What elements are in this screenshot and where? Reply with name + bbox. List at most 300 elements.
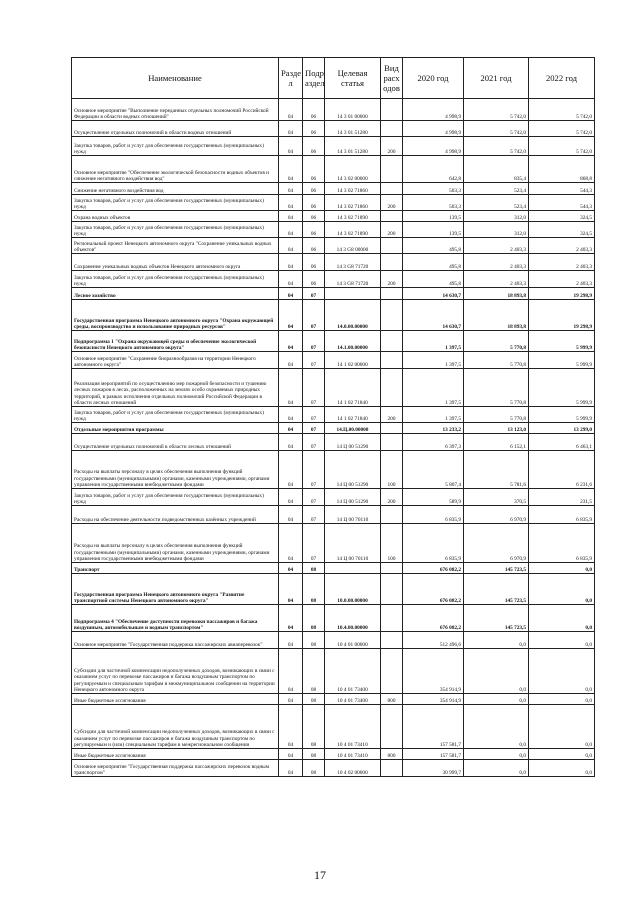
cell-name: Основное мероприятие "Сохранение биоразнообразия на территории Ненецкого автономного округа" xyxy=(72,352,279,369)
cell-statya: 10 4 01 73400 xyxy=(325,694,381,705)
table-row xyxy=(72,760,595,777)
cell-name: Расходы на обеспечение деятельности подведомственных казённых учреждений xyxy=(72,506,279,524)
cell-2021: 2 403,3 xyxy=(464,271,529,288)
cell-name: Иные бюджетные ассигнования xyxy=(72,694,279,705)
cell-2021: 18 893,8 xyxy=(464,300,529,331)
cell-podrazdel: 06 xyxy=(303,222,325,238)
cell-statya: 10 4 02 00000 xyxy=(325,760,381,777)
header-name: Наименование xyxy=(72,58,279,99)
cell-name: Закупка товаров, работ и услуг для обеспечения государственных (муниципальных) нужд xyxy=(72,489,279,506)
cell-razdel: 04 xyxy=(279,574,303,605)
cell-podrazdel: 07 xyxy=(303,369,325,407)
cell-2021: 6 152,1 xyxy=(464,434,529,451)
cell-name: Снижение негативного воздействия вод xyxy=(72,183,279,195)
cell-statya: 14 3 G8 71720 xyxy=(325,254,381,271)
cell-2021: 18 893,8 xyxy=(464,288,529,300)
cell-2021: 145 723,5 xyxy=(464,574,529,605)
cell-podrazdel: 06 xyxy=(303,137,325,156)
cell-vid xyxy=(381,254,403,271)
cell-2020: 13 233,2 xyxy=(403,423,464,434)
cell-2022: 5 999,9 xyxy=(529,331,595,352)
cell-razdel: 04 xyxy=(279,407,303,423)
cell-2022: 6 231,6 xyxy=(529,451,595,489)
cell-statya: 14 Ц 00 51290 xyxy=(325,489,381,506)
cell-statya: 14 3 01 00000 xyxy=(325,99,381,121)
cell-2022: 0,0 xyxy=(529,563,595,574)
cell-2020: 354 914,9 xyxy=(403,649,464,694)
cell-name: Закупка товаров, работ и услуг для обеспечения государственных (муниципальных) нужд xyxy=(72,222,279,238)
cell-name: Реализация мероприятий по осуществлению мер пожарной безопасности и тушению лесных пожаров в лесах, расположенных на землях особо охраняемых природных территорий, в рамках исполнения отдельных полномочий Российской Федерации в области лесных отношений xyxy=(72,369,279,407)
cell-name: Транспорт xyxy=(72,563,279,574)
cell-razdel: 04 xyxy=(279,423,303,434)
cell-razdel: 04 xyxy=(279,632,303,649)
cell-2021: 5 770,8 xyxy=(464,352,529,369)
cell-2021: 145 723,5 xyxy=(464,563,529,574)
cell-vid xyxy=(381,183,403,195)
cell-statya: 14 Ц 00 51290 xyxy=(325,451,381,489)
cell-2020: 642,8 xyxy=(403,156,464,183)
cell-name: Государственная программа Ненецкого автономного округа "Развитие транспортной системы Ненецкого автономного округа" xyxy=(72,574,279,605)
cell-2021: 145 723,5 xyxy=(464,605,529,632)
cell-2021: 0,0 xyxy=(464,649,529,694)
cell-2021: 5 770,8 xyxy=(464,369,529,407)
cell-2022: 13 299,0 xyxy=(529,423,595,434)
cell-2022: 2 403,3 xyxy=(529,238,595,254)
cell-2020: 1 397,5 xyxy=(403,369,464,407)
cell-2020: 14 630,7 xyxy=(403,288,464,300)
cell-2022: 2 403,3 xyxy=(529,271,595,288)
table-row xyxy=(72,137,595,156)
cell-vid: 200 xyxy=(381,271,403,288)
cell-2022: 0,0 xyxy=(529,694,595,705)
cell-statya: 14.1.00.00000 xyxy=(325,331,381,352)
table-row xyxy=(72,99,595,121)
cell-2022: 868,8 xyxy=(529,156,595,183)
cell-statya: 14 3 01 51280 xyxy=(325,121,381,137)
cell-statya: 14.0.00.00000 xyxy=(325,300,381,331)
cell-podrazdel: 07 xyxy=(303,451,325,489)
cell-2022: 544,3 xyxy=(529,183,595,195)
cell-2022: 6 835,9 xyxy=(529,524,595,563)
cell-2020: 14 630,7 xyxy=(403,300,464,331)
cell-2022: 0,0 xyxy=(529,632,595,649)
cell-2022: 5 742,0 xyxy=(529,121,595,137)
table-row xyxy=(72,649,595,694)
table-row xyxy=(72,605,595,632)
table-header-row xyxy=(72,58,595,99)
cell-name: Основное мероприятие "Государственная поддержка пассажирских перевозок водным транспортом" xyxy=(72,760,279,777)
cell-name: Осуществление отдельных полномочий в области водных отношений xyxy=(72,121,279,137)
cell-statya: 10 4 01 73400 xyxy=(325,649,381,694)
cell-2020: 157 581,7 xyxy=(403,705,464,749)
cell-vid xyxy=(381,99,403,121)
cell-2021: 5 742,0 xyxy=(464,137,529,156)
table-row xyxy=(72,222,595,238)
cell-2022: 19 298,9 xyxy=(529,288,595,300)
cell-2021: 6 970,9 xyxy=(464,506,529,524)
cell-vid: 800 xyxy=(381,749,403,760)
table-row xyxy=(72,156,595,183)
cell-statya: 14 3 02 00000 xyxy=(325,156,381,183)
cell-2020: 676 082,2 xyxy=(403,563,464,574)
cell-name: Отдельные мероприятия программы xyxy=(72,423,279,434)
cell-razdel: 04 xyxy=(279,524,303,563)
cell-razdel: 04 xyxy=(279,434,303,451)
cell-2021: 0,0 xyxy=(464,705,529,749)
cell-2021: 370,5 xyxy=(464,489,529,506)
cell-vid: 100 xyxy=(381,451,403,489)
cell-podrazdel: 08 xyxy=(303,694,325,705)
cell-statya: 14 Ц 00 51290 xyxy=(325,434,381,451)
cell-2022: 0,0 xyxy=(529,760,595,777)
cell-2022: 5 999,9 xyxy=(529,352,595,369)
cell-statya: 14 3 G8 00000 xyxy=(325,238,381,254)
cell-2020: 4 998,9 xyxy=(403,137,464,156)
cell-vid: 200 xyxy=(381,222,403,238)
cell-name: Основное мероприятие "Обеспечение экологической безопасности водных объектов и снижение негативного воздействия вод" xyxy=(72,156,279,183)
header-vid: Вид расх одов xyxy=(381,58,403,99)
table-row xyxy=(72,254,595,271)
cell-razdel: 04 xyxy=(279,605,303,632)
cell-2021: 5 770,8 xyxy=(464,331,529,352)
cell-name: Расходы на выплаты персоналу в целях обеспечения выполнения функций государственными (муниципальными) органами, казенными учреждениями, органами управления государственными внебюджетными фондами xyxy=(72,524,279,563)
cell-podrazdel: 07 xyxy=(303,506,325,524)
table-row xyxy=(72,271,595,288)
budget-table-container xyxy=(71,57,594,777)
table-row xyxy=(72,451,595,489)
cell-statya: 14 1 02 71840 xyxy=(325,369,381,407)
cell-2020: 676 082,2 xyxy=(403,574,464,605)
cell-name: Субсидии для частичной компенсации недополученных доходов, возникающих в связи с оказанием услуг по перевозке пассажиров и багажа воздушным транспортом по регулируемым и (или) специальным тарифам в межрегиональном сообщении xyxy=(72,705,279,749)
cell-podrazdel: 06 xyxy=(303,211,325,222)
cell-2021: 835,4 xyxy=(464,156,529,183)
cell-vid: 800 xyxy=(381,694,403,705)
cell-razdel: 04 xyxy=(279,254,303,271)
cell-statya: 14 1 02 71840 xyxy=(325,407,381,423)
cell-statya: 10 4 01 00000 xyxy=(325,632,381,649)
table-row xyxy=(72,331,595,352)
cell-podrazdel: 07 xyxy=(303,288,325,300)
cell-podrazdel: 06 xyxy=(303,99,325,121)
cell-razdel: 04 xyxy=(279,300,303,331)
cell-2020: 30 999,7 xyxy=(403,760,464,777)
cell-podrazdel: 08 xyxy=(303,760,325,777)
table-row xyxy=(72,238,595,254)
header-2021: 2021 год xyxy=(464,58,529,99)
cell-statya: 10.0.00.00000 xyxy=(325,574,381,605)
cell-vid xyxy=(381,760,403,777)
cell-statya: 14 Ц 00 70110 xyxy=(325,524,381,563)
cell-podrazdel: 08 xyxy=(303,705,325,749)
cell-vid xyxy=(381,574,403,605)
cell-razdel: 04 xyxy=(279,121,303,137)
cell-razdel: 04 xyxy=(279,288,303,300)
cell-vid xyxy=(381,121,403,137)
cell-razdel: 04 xyxy=(279,760,303,777)
cell-2021: 523,4 xyxy=(464,195,529,211)
cell-vid xyxy=(381,563,403,574)
cell-2022: 324,5 xyxy=(529,211,595,222)
cell-2020: 157 581,7 xyxy=(403,749,464,760)
cell-2021: 5 742,0 xyxy=(464,121,529,137)
cell-2022: 231,5 xyxy=(529,489,595,506)
cell-podrazdel: 06 xyxy=(303,254,325,271)
cell-name: Расходы на выплаты персоналу в целях обеспечения выполнения функций государственными (муниципальными) органами, казенными учреждениями, органами управления государственными внебюджетными фондами xyxy=(72,451,279,489)
cell-2022: 324,5 xyxy=(529,222,595,238)
cell-razdel: 04 xyxy=(279,749,303,760)
cell-statya: 10 4 01 73410 xyxy=(325,705,381,749)
cell-vid: 100 xyxy=(381,524,403,563)
cell-2020: 495,8 xyxy=(403,238,464,254)
cell-vid xyxy=(381,238,403,254)
cell-razdel: 04 xyxy=(279,137,303,156)
cell-vid xyxy=(381,506,403,524)
cell-podrazdel: 07 xyxy=(303,423,325,434)
cell-vid xyxy=(381,605,403,632)
cell-vid xyxy=(381,156,403,183)
cell-vid xyxy=(381,352,403,369)
cell-2022: 6 835,9 xyxy=(529,506,595,524)
cell-2020: 6 835,9 xyxy=(403,524,464,563)
cell-razdel: 04 xyxy=(279,195,303,211)
table-row xyxy=(72,489,595,506)
cell-name: Охрана водных объектов xyxy=(72,211,279,222)
cell-razdel: 04 xyxy=(279,506,303,524)
table-row xyxy=(72,369,595,407)
cell-podrazdel: 06 xyxy=(303,183,325,195)
cell-2020: 512 496,6 xyxy=(403,632,464,649)
cell-razdel: 04 xyxy=(279,705,303,749)
cell-razdel: 04 xyxy=(279,99,303,121)
cell-2020: 6 835,9 xyxy=(403,506,464,524)
cell-razdel: 04 xyxy=(279,694,303,705)
cell-2020: 6 397,3 xyxy=(403,434,464,451)
cell-2021: 13 123,0 xyxy=(464,423,529,434)
cell-razdel: 04 xyxy=(279,222,303,238)
cell-2020: 139,5 xyxy=(403,211,464,222)
table-row xyxy=(72,524,595,563)
cell-podrazdel: 06 xyxy=(303,156,325,183)
cell-podrazdel: 06 xyxy=(303,121,325,137)
table-row xyxy=(72,195,595,211)
cell-2021: 5 742,0 xyxy=(464,99,529,121)
cell-vid xyxy=(381,211,403,222)
cell-name: Закупка товаров, работ и услуг для обеспечения государственных (муниципальных) нужд xyxy=(72,271,279,288)
cell-2022: 5 999,9 xyxy=(529,369,595,407)
cell-2022: 0,0 xyxy=(529,649,595,694)
cell-2020: 676 082,2 xyxy=(403,605,464,632)
cell-vid: 200 xyxy=(381,195,403,211)
table-body xyxy=(72,99,595,777)
cell-vid xyxy=(381,288,403,300)
cell-vid: 200 xyxy=(381,407,403,423)
cell-vid xyxy=(381,632,403,649)
cell-razdel: 04 xyxy=(279,156,303,183)
cell-podrazdel: 08 xyxy=(303,574,325,605)
header-statya: Целевая статья xyxy=(325,58,381,99)
table-row xyxy=(72,352,595,369)
cell-2020: 589,9 xyxy=(403,489,464,506)
cell-2021: 0,0 xyxy=(464,632,529,649)
table-row xyxy=(72,574,595,605)
cell-2020: 503,3 xyxy=(403,183,464,195)
cell-statya: 14 3 02 71860 xyxy=(325,195,381,211)
cell-name: Подпрограмма 4 "Обеспечение доступности перевозки пассажиров и багажа воздушным, автомобильным и водным транспортом" xyxy=(72,605,279,632)
cell-razdel: 04 xyxy=(279,451,303,489)
cell-2020: 1 397,5 xyxy=(403,331,464,352)
cell-razdel: 04 xyxy=(279,238,303,254)
cell-2022: 19 298,9 xyxy=(529,300,595,331)
cell-2022: 6 463,1 xyxy=(529,434,595,451)
cell-name: Сохранение уникальных водных объектов Ненецкого автономного округа xyxy=(72,254,279,271)
cell-statya: 14 3 02 71890 xyxy=(325,222,381,238)
table-row xyxy=(72,211,595,222)
cell-statya: 10.4.00.00000 xyxy=(325,605,381,632)
cell-name: Государственная программа Ненецкого автономного округа "Охрана окружающей среды, воспроизводство и использование природных ресурсов" xyxy=(72,300,279,331)
cell-2022: 0,0 xyxy=(529,605,595,632)
cell-razdel: 04 xyxy=(279,649,303,694)
table-row xyxy=(72,434,595,451)
cell-podrazdel: 07 xyxy=(303,524,325,563)
cell-2020: 354 914,9 xyxy=(403,694,464,705)
cell-podrazdel: 07 xyxy=(303,300,325,331)
table-row xyxy=(72,300,595,331)
cell-2022: 2 403,3 xyxy=(529,254,595,271)
cell-2021: 0,0 xyxy=(464,694,529,705)
cell-razdel: 04 xyxy=(279,489,303,506)
cell-2020: 4 998,9 xyxy=(403,99,464,121)
cell-podrazdel: 06 xyxy=(303,271,325,288)
cell-2021: 523,4 xyxy=(464,183,529,195)
cell-podrazdel: 06 xyxy=(303,238,325,254)
cell-2021: 2 403,3 xyxy=(464,238,529,254)
table-row xyxy=(72,694,595,705)
cell-podrazdel: 08 xyxy=(303,632,325,649)
cell-2021: 5 781,6 xyxy=(464,451,529,489)
cell-2020: 5 807,4 xyxy=(403,451,464,489)
cell-podrazdel: 06 xyxy=(303,195,325,211)
table-row xyxy=(72,506,595,524)
cell-2021: 0,0 xyxy=(464,749,529,760)
cell-2022: 0,0 xyxy=(529,574,595,605)
cell-vid: 200 xyxy=(381,489,403,506)
cell-razdel: 04 xyxy=(279,211,303,222)
cell-statya: 10 4 01 73410 xyxy=(325,749,381,760)
table-row xyxy=(72,563,595,574)
cell-2020: 1 397,5 xyxy=(403,407,464,423)
header-2020: 2020 год xyxy=(403,58,464,99)
cell-2021: 312,0 xyxy=(464,222,529,238)
budget-table xyxy=(71,57,595,777)
cell-podrazdel: 07 xyxy=(303,331,325,352)
cell-statya: 14 3 02 71860 xyxy=(325,183,381,195)
table-row xyxy=(72,705,595,749)
cell-vid xyxy=(381,434,403,451)
header-2022: 2022 год xyxy=(529,58,595,99)
cell-podrazdel: 07 xyxy=(303,407,325,423)
cell-vid xyxy=(381,649,403,694)
cell-razdel: 04 xyxy=(279,271,303,288)
cell-podrazdel: 08 xyxy=(303,605,325,632)
cell-razdel: 04 xyxy=(279,352,303,369)
cell-name: Закупка товаров, работ и услуг для обеспечения государственных (муниципальных) нужд xyxy=(72,195,279,211)
cell-statya: 14 Ц 00 70110 xyxy=(325,506,381,524)
cell-vid: 200 xyxy=(381,137,403,156)
page-number: 17 xyxy=(314,868,326,882)
table-row xyxy=(72,288,595,300)
cell-name: Основное мероприятие "Выполнение переданных отдельных полномочий Российской Федерации в области водных отношений" xyxy=(72,99,279,121)
cell-2022: 5 742,0 xyxy=(529,137,595,156)
cell-2022: 544,3 xyxy=(529,195,595,211)
cell-2022: 5 999,9 xyxy=(529,407,595,423)
table-row xyxy=(72,749,595,760)
cell-2021: 2 403,3 xyxy=(464,254,529,271)
cell-razdel: 04 xyxy=(279,183,303,195)
cell-podrazdel: 07 xyxy=(303,434,325,451)
cell-statya: 14 3 G8 71720 xyxy=(325,271,381,288)
cell-2021: 312,0 xyxy=(464,211,529,222)
cell-2021: 6 970,9 xyxy=(464,524,529,563)
cell-2021: 5 770,8 xyxy=(464,407,529,423)
cell-name: Подпрограмма 1 "Охрана окружающей среды и обеспечение экологической безопасности Ненецкого автономного округа" xyxy=(72,331,279,352)
header-razdel: Разде л xyxy=(279,58,303,99)
cell-vid xyxy=(381,705,403,749)
cell-razdel: 04 xyxy=(279,331,303,352)
cell-podrazdel: 07 xyxy=(303,489,325,506)
cell-2022: 0,0 xyxy=(529,749,595,760)
cell-name: Закупка товаров, работ и услуг для обеспечения государственных (муниципальных) нужд xyxy=(72,137,279,156)
cell-2020: 4 998,9 xyxy=(403,121,464,137)
cell-vid xyxy=(381,300,403,331)
cell-statya xyxy=(325,288,381,300)
cell-vid xyxy=(381,423,403,434)
cell-statya: 14.Ц.00.00000 xyxy=(325,423,381,434)
cell-2022: 0,0 xyxy=(529,705,595,749)
table-row xyxy=(72,423,595,434)
cell-name: Субсидии для частичной компенсации недополученных доходов, возникающих в связи с оказанием услуг по перевозке пассажиров и багажа воздушным транспортом по регулируемым и специальным тарифам в межмуниципальном сообщении на территории Ненецкого автономного округа xyxy=(72,649,279,694)
cell-podrazdel: 08 xyxy=(303,749,325,760)
cell-statya: 14 1 02 00000 xyxy=(325,352,381,369)
cell-name: Осуществление отдельных полномочий в области лесных отношений xyxy=(72,434,279,451)
cell-2020: 139,5 xyxy=(403,222,464,238)
cell-vid xyxy=(381,369,403,407)
cell-podrazdel: 07 xyxy=(303,352,325,369)
cell-2020: 495,8 xyxy=(403,271,464,288)
table-row xyxy=(72,121,595,137)
cell-2022: 5 742,0 xyxy=(529,99,595,121)
cell-podrazdel: 08 xyxy=(303,649,325,694)
cell-statya: 14 3 01 51280 xyxy=(325,137,381,156)
cell-2020: 503,3 xyxy=(403,195,464,211)
cell-name: Региональный проект Ненецкого автономного округа "Сохранение уникальных водных объектов" xyxy=(72,238,279,254)
cell-2020: 1 397,5 xyxy=(403,352,464,369)
table-row xyxy=(72,632,595,649)
cell-statya xyxy=(325,563,381,574)
cell-statya: 14 3 02 71890 xyxy=(325,211,381,222)
cell-razdel: 04 xyxy=(279,369,303,407)
cell-name: Иные бюджетные ассигнования xyxy=(72,749,279,760)
cell-name: Лесное хозяйство xyxy=(72,288,279,300)
table-row xyxy=(72,407,595,423)
cell-vid xyxy=(381,331,403,352)
cell-name: Основное мероприятие "Государственная поддержка пассажирских авиаперевозок" xyxy=(72,632,279,649)
cell-razdel: 04 xyxy=(279,563,303,574)
table-row xyxy=(72,183,595,195)
cell-2021: 0,0 xyxy=(464,760,529,777)
cell-2020: 495,8 xyxy=(403,254,464,271)
cell-name: Закупка товаров, работ и услуг для обеспечения государственных (муниципальных) нужд xyxy=(72,407,279,423)
cell-podrazdel: 08 xyxy=(303,563,325,574)
